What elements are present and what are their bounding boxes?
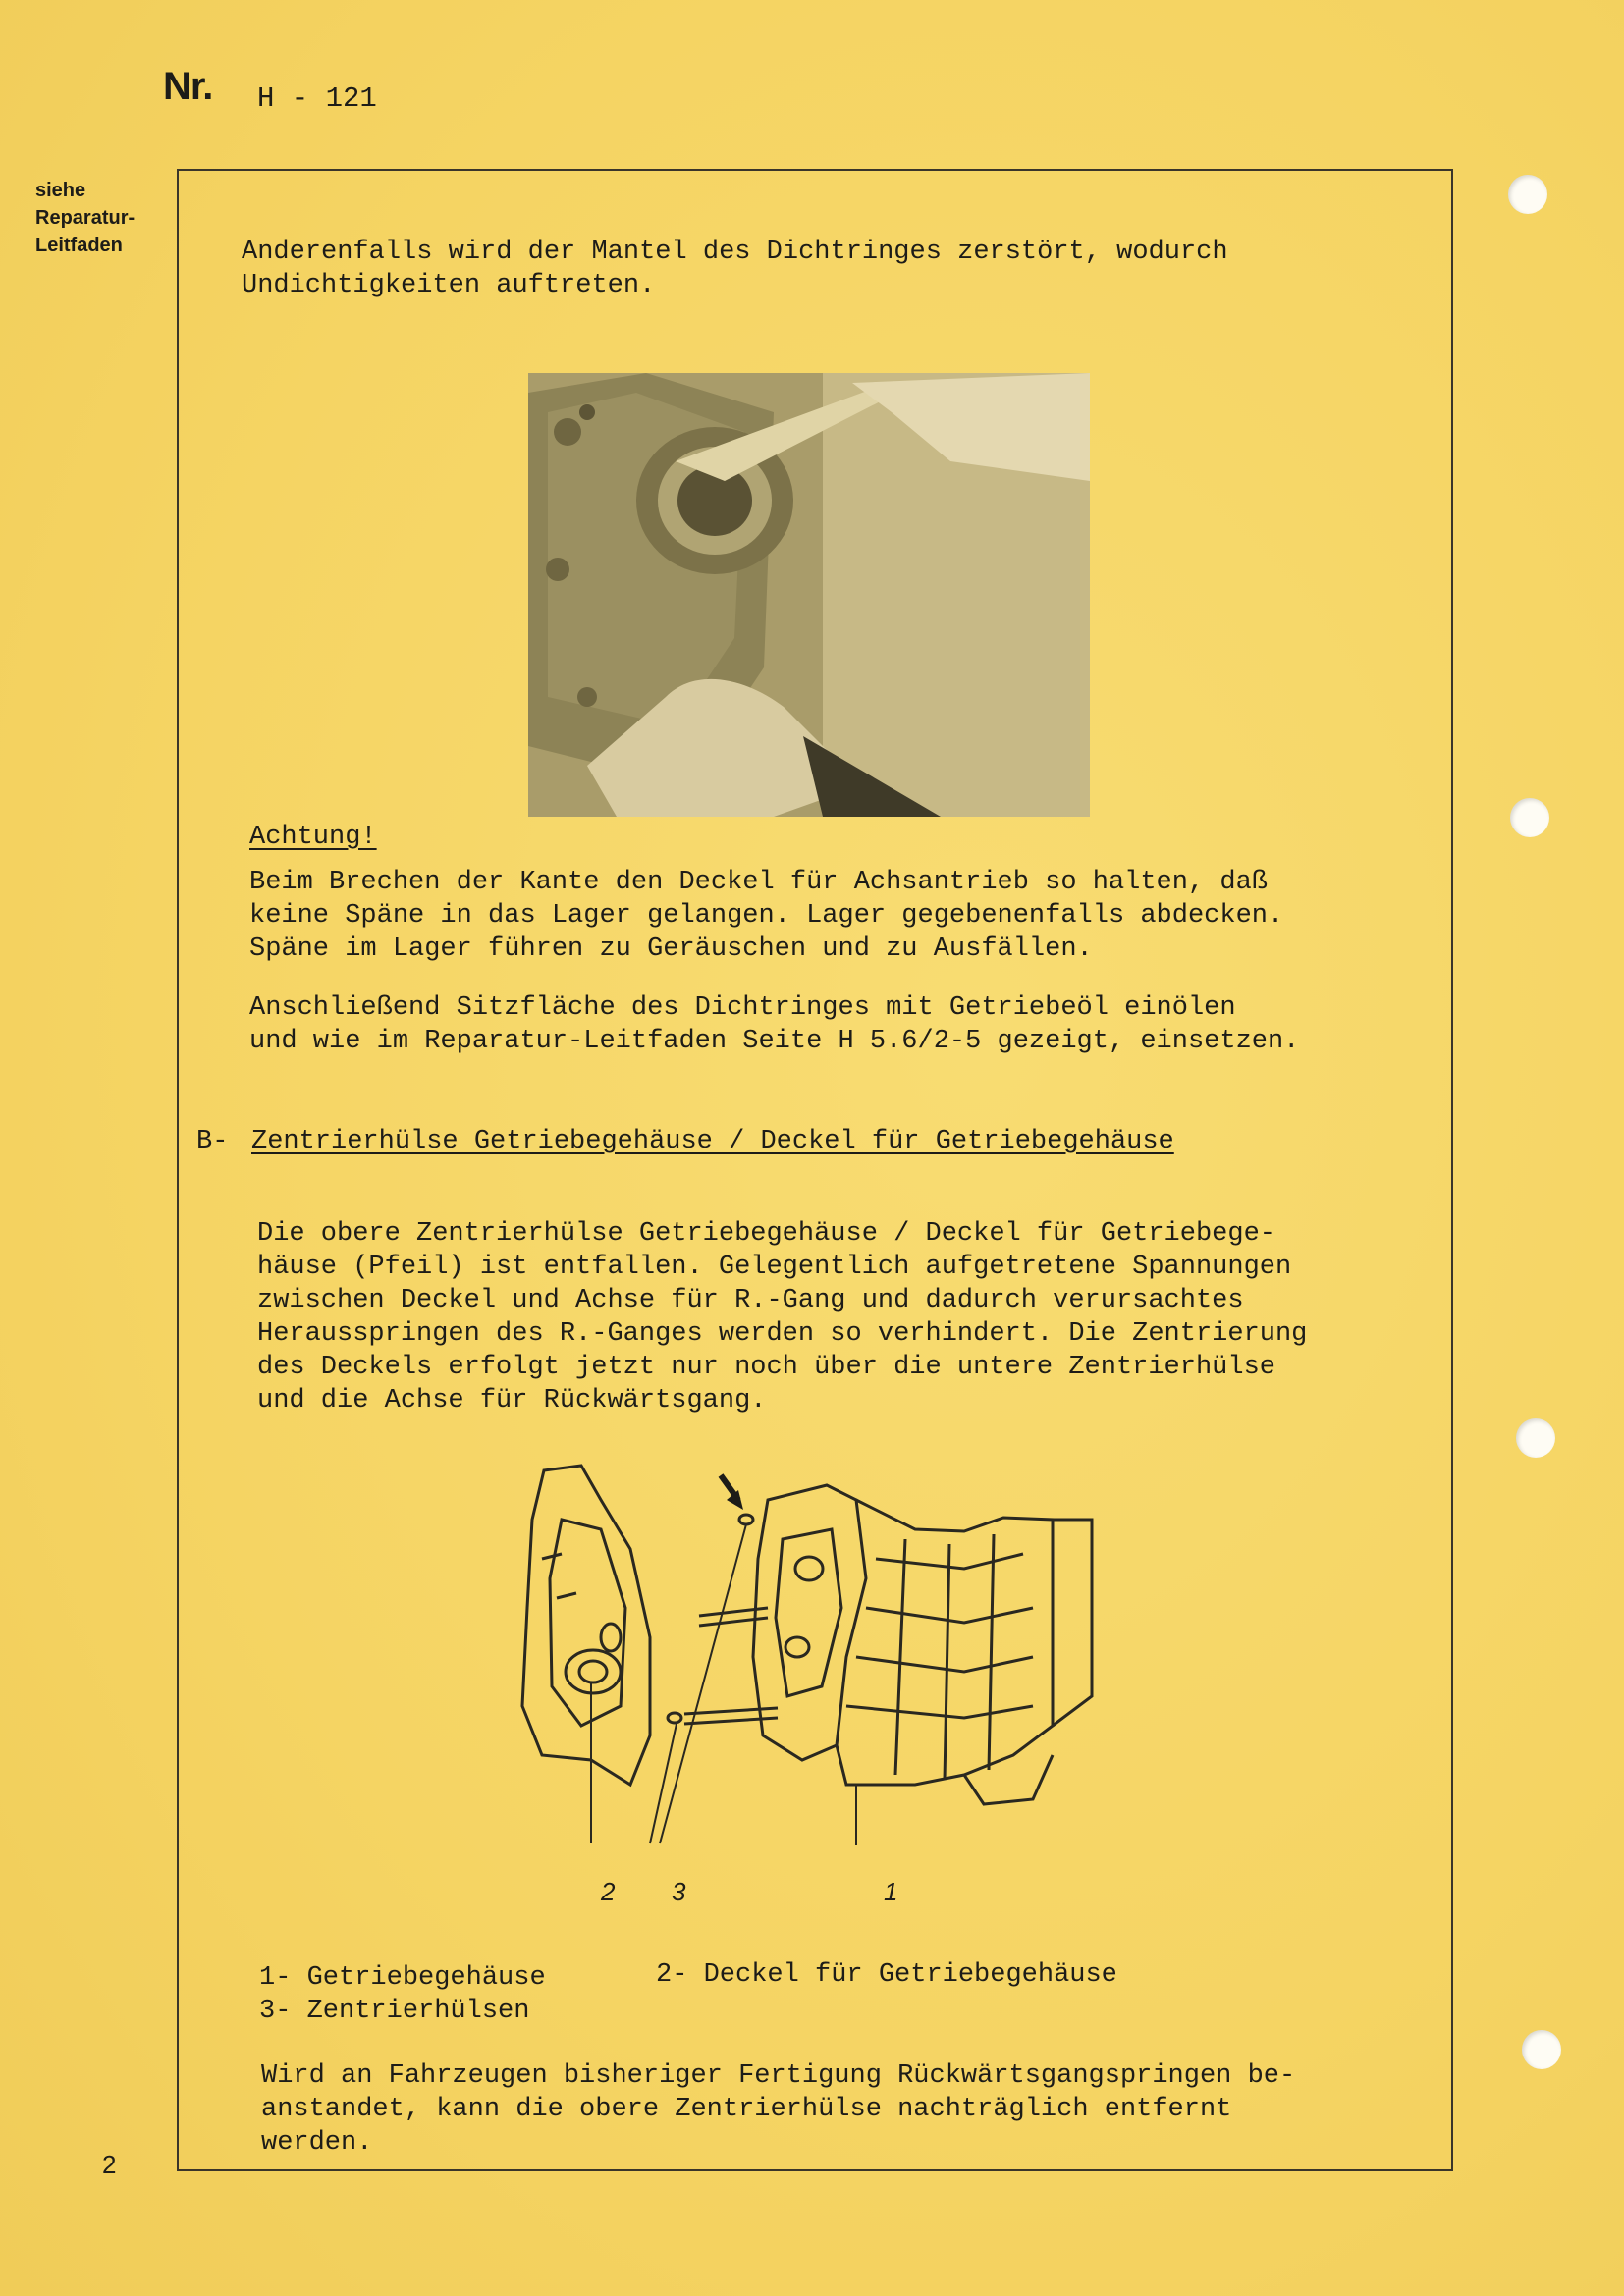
section-b-title: Zentrierhülse Getriebegehäuse / Deckel für Getriebegehäuse [251, 1127, 1174, 1156]
punch-hole [1516, 1418, 1555, 1458]
oil-instruction-line: Anschließend Sitzfläche des Dichtringes mit Getriebeöl einölen [249, 993, 1236, 1023]
photo-illustration [528, 373, 1090, 817]
callout-2: 2 [601, 1877, 616, 1906]
section-b-line: und die Achse für Rückwärtsgang. [257, 1386, 767, 1415]
gearbox-exploded-drawing [503, 1461, 1141, 1912]
section-b-line: Herausspringen des R.-Ganges werden so verhindert. Die Zentrierung [257, 1319, 1308, 1349]
side-note-line: Reparatur- [35, 207, 135, 229]
punch-hole [1510, 798, 1549, 837]
warning-line: Beim Brechen der Kante den Deckel für Achsantrieb so halten, daß [249, 868, 1268, 897]
side-note-line: siehe [35, 180, 86, 201]
section-b-line: häuse (Pfeil) ist entfallen. Gelegentlich aufgetretene Spannungen [257, 1253, 1292, 1282]
section-b-line: des Deckels erfolgt jetzt nur noch über die untere Zentrierhülse [257, 1353, 1275, 1382]
document-number-label: Nr. [163, 65, 213, 108]
legend-item-2: 2- Deckel für Getriebegehäuse [656, 1960, 1117, 1990]
side-reference-note [35, 177, 153, 259]
intro-line: Undichtigkeiten auftreten. [242, 271, 656, 300]
final-line: werden. [261, 2128, 373, 2158]
section-b-prefix: B- [196, 1127, 229, 1156]
legend-item-1: 1- Getriebegehäuse [259, 1963, 546, 1993]
intro-line: Anderenfalls wird der Mantel des Dichtringes zerstört, wodurch [242, 238, 1228, 267]
document-number: H - 121 [257, 82, 377, 115]
warning-line: Späne im Lager führen zu Geräuschen und zu Ausfällen. [249, 934, 1093, 964]
final-line: anstandet, kann die obere Zentrierhülse nachträglich entfernt [261, 2095, 1232, 2124]
final-line: Wird an Fahrzeugen bisheriger Fertigung Rückwärtsgangspringen be- [261, 2061, 1296, 2091]
punch-hole [1508, 175, 1547, 214]
callout-1: 1 [884, 1877, 898, 1906]
callout-3: 3 [672, 1877, 686, 1906]
side-note-line: Leitfaden [35, 235, 123, 256]
legend-item-3: 3- Zentrierhülsen [259, 1997, 530, 2026]
section-b-line: Die obere Zentrierhülse Getriebegehäuse / Deckel für Getriebege- [257, 1219, 1275, 1249]
punch-hole [1522, 2030, 1561, 2069]
warning-line: keine Späne in das Lager gelangen. Lager gegebenenfalls abdecken. [249, 901, 1284, 931]
page-number: 2 [102, 2150, 117, 2179]
photo-cover-bearing [528, 373, 1090, 817]
section-b-line: zwischen Deckel und Achse für R.-Gang und dadurch verursachtes [257, 1286, 1244, 1315]
warning-heading: Achtung! [249, 823, 377, 852]
oil-instruction-line: und wie im Reparatur-Leitfaden Seite H 5.6/2-5 gezeigt, einsetzen. [249, 1027, 1300, 1056]
